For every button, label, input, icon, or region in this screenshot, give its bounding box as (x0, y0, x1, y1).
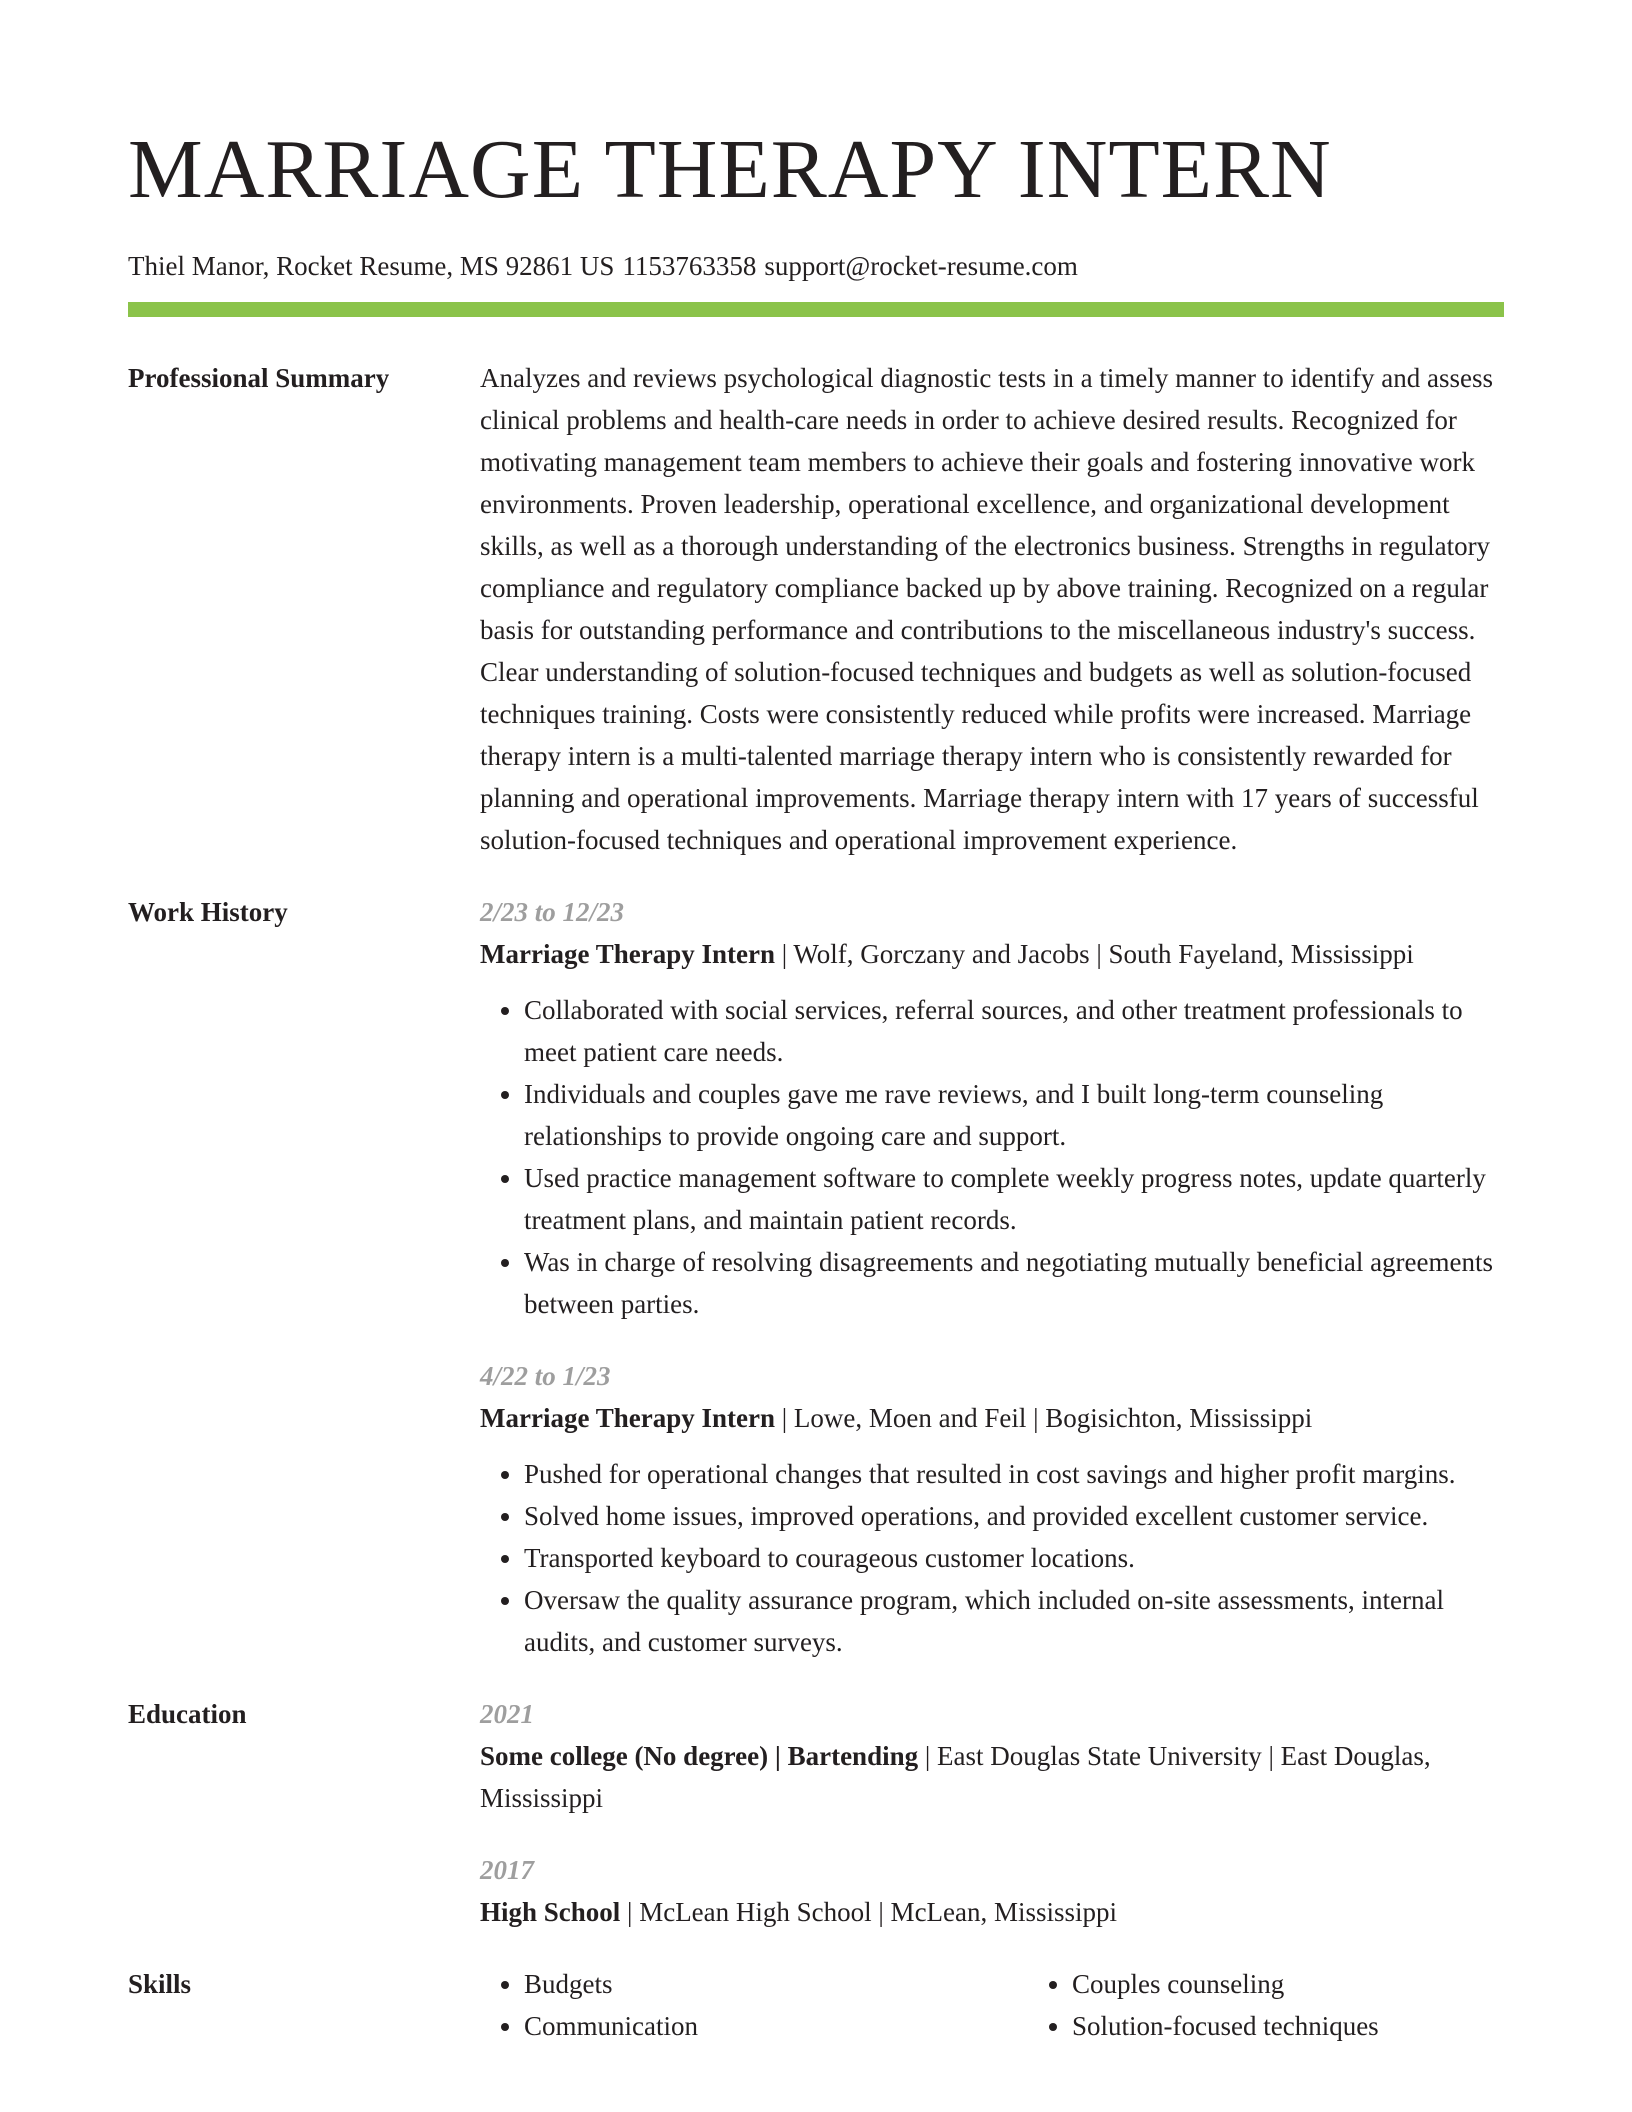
work-history-section (128, 891, 1504, 1663)
job-bullets (480, 1453, 1504, 1663)
education-year: 2017 (480, 1855, 534, 1885)
summary-body (480, 357, 1504, 861)
education-school-location: | East Douglas State University | East Douglas, Mississippi (480, 1741, 1431, 1813)
job-role: Marriage Therapy Intern (480, 1403, 775, 1433)
resume-page (128, 0, 1504, 2047)
education-entry (480, 1693, 1504, 1819)
contact-address: Thiel Manor, Rocket Resume, MS 92861 US (128, 251, 615, 281)
job-employer-location: | Wolf, Gorczany and Jacobs | South Fayeland, Mississippi (774, 939, 1414, 969)
education-heading (480, 1735, 1504, 1819)
skill-item: • Budgets (524, 1963, 1028, 2005)
job-bullet: • Used practice management software to complete weekly progress notes, update quarterly treatment plans, and maintain patient records. (524, 1157, 1504, 1241)
education-degree: Some college (No degree) | Bartending (480, 1741, 919, 1771)
skill-item: • Communication (524, 2005, 1028, 2047)
work-history-body (480, 891, 1504, 1663)
job-dates: 2/23 to 12/23 (480, 897, 625, 927)
education-school-location: | McLean High School | McLean, Mississippi (620, 1897, 1118, 1927)
candidate-name: MARRIAGE THERAPY INTERN (128, 123, 1332, 216)
section-title-summary: Professional Summary (128, 363, 390, 393)
job-bullet: • Collaborated with social services, referral sources, and other treatment professionals to meet patient care needs. (524, 989, 1504, 1073)
job-heading (480, 1397, 1504, 1439)
job-dates: 4/22 to 1/23 (480, 1361, 611, 1391)
skills-body (480, 1963, 1576, 2047)
contact-line (128, 248, 1504, 284)
summary-section (128, 357, 1504, 861)
education-degree: High School (480, 1897, 621, 1927)
skills-column-left (480, 1963, 1028, 2047)
job-bullet: • Individuals and couples gave me rave reviews, and I built long-term counseling relationships to provide ongoing care and support. (524, 1073, 1504, 1157)
job-bullet: • Pushed for operational changes that resulted in cost savings and higher profit margins. (524, 1453, 1504, 1495)
contact-email: support@rocket-resume.com (764, 251, 1078, 281)
education-body (480, 1693, 1504, 1933)
skills-grid (480, 1963, 1576, 2047)
skills-column-right (1028, 1963, 1576, 2047)
summary-text: Analyzes and reviews psychological diagnostic tests in a timely manner to identify and assess clinical problems and health-care needs in order to achieve desired results. Recognized for motivating management team members to achieve their goals and fostering innovative work environments. Proven leadership, operational excellence, and organizational development skills, as well as a thorough understanding of the electronics business. Strengths in regulatory compliance and regulatory compliance backed up by above training. Recognized on a regular basis for outstanding performance and contributions to the miscellaneous industry's success. Clear understanding of solution-focused techniques and budgets as well as solution-focused techniques training. Costs were consistently reduced while profits were increased. Marriage therapy intern is a multi-talented marriage therapy intern who is consistently rewarded for planning and operational improvements. Marriage therapy intern with 17 years of successful solution-focused techniques and operational improvement experience. (480, 363, 1494, 855)
job-bullet: • Transported keyboard to courageous customer locations. (524, 1537, 1504, 1579)
skill-item: • Couples counseling (1072, 1963, 1576, 2005)
job-employer-location: | Lowe, Moen and Feil | Bogisichton, Mississippi (774, 1403, 1313, 1433)
job-bullet: • Was in charge of resolving disagreements and negotiating mutually beneficial agreements between parties. (524, 1241, 1504, 1325)
accent-divider (128, 302, 1504, 317)
job-bullets (480, 989, 1504, 1325)
contact-phone: 1153763358 (622, 251, 757, 281)
education-section (128, 1693, 1504, 1933)
education-heading (480, 1891, 1504, 1933)
education-entry (480, 1849, 1504, 1933)
education-year: 2021 (480, 1699, 534, 1729)
section-title-skills: Skills (128, 1969, 192, 1999)
skills-section (128, 1963, 1504, 2047)
job-role: Marriage Therapy Intern (480, 939, 775, 969)
skill-item: • Solution-focused techniques (1072, 2005, 1576, 2047)
job-heading (480, 933, 1504, 975)
job-bullet: • Solved home issues, improved operations, and provided excellent customer service. (524, 1495, 1504, 1537)
section-title-education: Education (128, 1699, 247, 1729)
section-title-work-history: Work History (128, 897, 288, 927)
job-bullet: • Oversaw the quality assurance program, which included on-site assessments, internal audits, and customer surveys. (524, 1579, 1504, 1663)
job-entry (480, 891, 1504, 1325)
job-entry (480, 1355, 1504, 1663)
